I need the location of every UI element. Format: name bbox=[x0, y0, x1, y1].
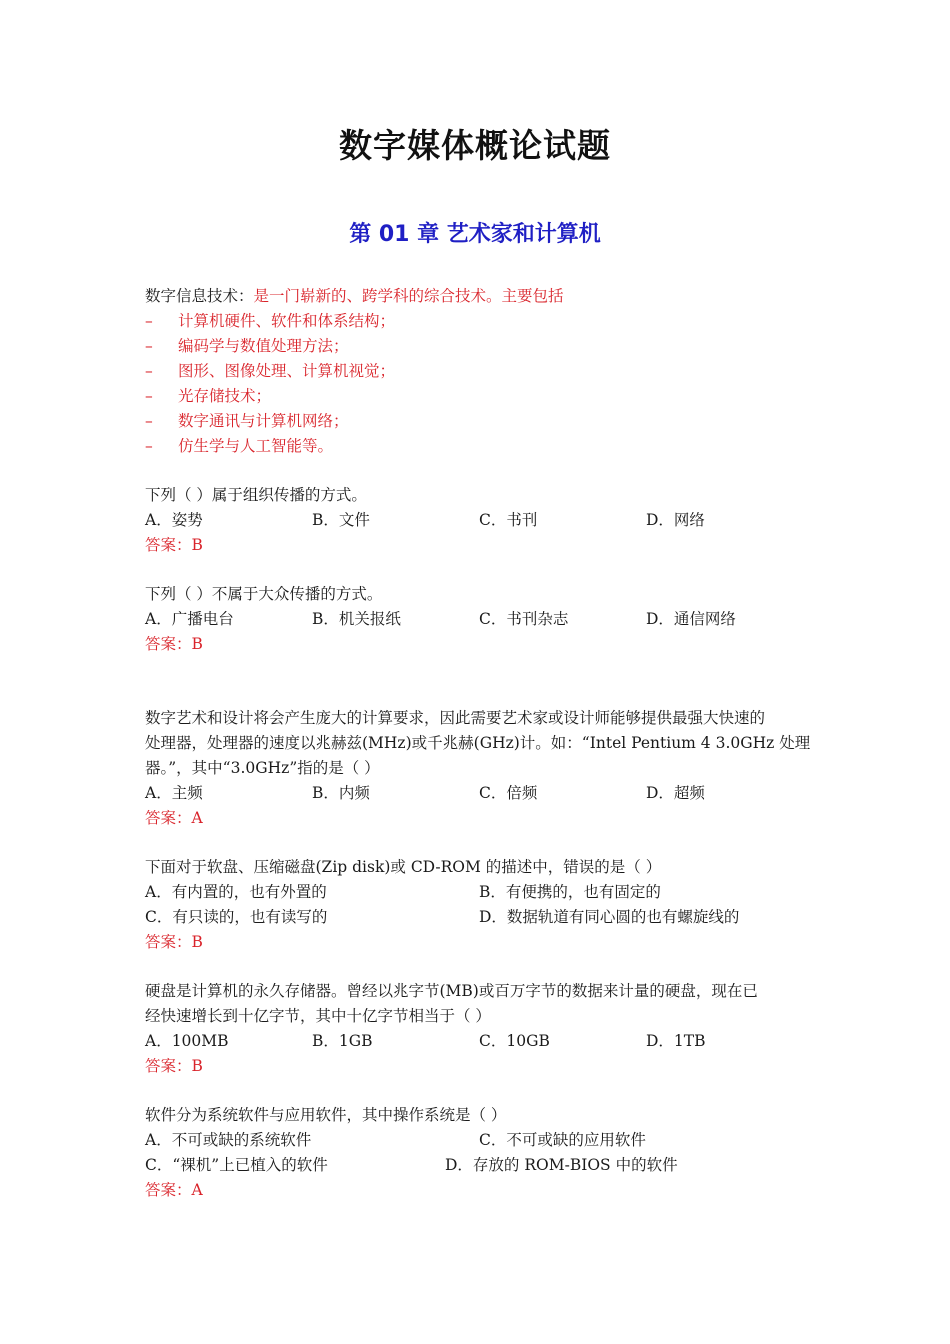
option: C．不可或缺的应用软件 bbox=[479, 1131, 646, 1149]
question-stem: 软件分为系统软件与应用软件，其中操作系统是（ ） bbox=[145, 1106, 507, 1124]
list-item bbox=[145, 384, 810, 409]
dash-icon: – bbox=[145, 412, 153, 430]
dash-icon: – bbox=[145, 437, 153, 455]
option: D．网络 bbox=[646, 511, 705, 529]
answer-value: B bbox=[191, 536, 203, 554]
option: D．超频 bbox=[646, 784, 705, 802]
answer-line bbox=[145, 1178, 810, 1203]
option: C．“裸机”上已植入的软件 bbox=[145, 1156, 328, 1174]
answer-label: 答案： bbox=[145, 1181, 192, 1199]
question-options bbox=[145, 1153, 810, 1178]
option: B．1GB bbox=[312, 1032, 373, 1050]
question-options bbox=[145, 1029, 810, 1054]
option: A．广播电台 bbox=[145, 610, 234, 628]
list-item-text: 仿生学与人工智能等。 bbox=[178, 437, 334, 455]
option: D．存放的 ROM-BIOS 中的软件 bbox=[445, 1156, 678, 1174]
intro-label: 数字信息技术： bbox=[145, 287, 254, 305]
list-item bbox=[145, 434, 810, 459]
question-stem-line: 器。”，其中“3.0GHz”指的是（ ） bbox=[145, 759, 380, 777]
answer-line bbox=[145, 806, 810, 831]
answer-label: 答案： bbox=[145, 933, 192, 951]
option: C．有只读的，也有读写的 bbox=[145, 908, 328, 926]
question-options bbox=[145, 607, 810, 632]
option: B．有便携的，也有固定的 bbox=[479, 883, 661, 901]
option: A．有内置的，也有外置的 bbox=[145, 883, 327, 901]
question-stem: 下面对于软盘、压缩磁盘(Zip disk)或 CD-ROM 的描述中，错误的是（ ） bbox=[145, 858, 662, 876]
question-options bbox=[145, 1128, 810, 1153]
list-item bbox=[145, 309, 810, 334]
answer-line bbox=[145, 930, 810, 955]
answer-line bbox=[145, 533, 810, 558]
intro-line bbox=[145, 284, 810, 309]
answer-value: B bbox=[191, 1057, 203, 1075]
question-options bbox=[145, 905, 810, 930]
list-item-text: 编码学与数值处理方法； bbox=[178, 337, 349, 355]
document-body bbox=[145, 284, 810, 1203]
answer-line bbox=[145, 1054, 810, 1079]
question-stem-line: 经快速增长到十亿字节，其中十亿字节相当于（ ） bbox=[145, 1007, 491, 1025]
question-stem: 下列（ ）不属于大众传播的方式。 bbox=[145, 585, 383, 603]
dash-icon: – bbox=[145, 337, 153, 355]
list-item-text: 图形、图像处理、计算机视觉； bbox=[178, 362, 396, 380]
list-item-text: 计算机硬件、软件和体系结构； bbox=[178, 312, 396, 330]
answer-label: 答案： bbox=[145, 635, 192, 653]
option: D．通信网络 bbox=[646, 610, 736, 628]
answer-label: 答案： bbox=[145, 809, 192, 827]
intro-text: 是一门崭新的、跨学科的综合技术。主要包括 bbox=[253, 287, 564, 305]
option: A．100MB bbox=[145, 1032, 229, 1050]
chapter-heading: 第 01 章 艺术家和计算机 bbox=[349, 222, 601, 247]
question-stem-line: 处理器，处理器的速度以兆赫兹(MHz)或千兆赫(GHz)计。如：“Intel Pentium 4 3.0GHz 处理 bbox=[145, 734, 811, 752]
option: A．姿势 bbox=[145, 511, 203, 529]
option: A．主频 bbox=[145, 784, 203, 802]
option: B．机关报纸 bbox=[312, 610, 401, 628]
answer-value: B bbox=[191, 933, 203, 951]
answer-label: 答案： bbox=[145, 1057, 192, 1075]
dash-icon: – bbox=[145, 362, 153, 380]
list-item-text: 数字通讯与计算机网络； bbox=[178, 412, 349, 430]
answer-value: B bbox=[191, 635, 203, 653]
question-stem-line: 数字艺术和设计将会产生庞大的计算要求，因此需要艺术家或设计师能够提供最强大快速的 bbox=[145, 709, 766, 727]
list-item bbox=[145, 359, 810, 384]
option: D．数据轨道有同心圆的也有螺旋线的 bbox=[479, 908, 740, 926]
dash-icon: – bbox=[145, 387, 153, 405]
option: B．内频 bbox=[312, 784, 370, 802]
question-stem-line: 硬盘是计算机的永久存储器。曾经以兆字节(MB)或百万字节的数据来计量的硬盘，现在已 bbox=[145, 982, 758, 1000]
list-item-text: 光存储技术； bbox=[178, 387, 272, 405]
question-options bbox=[145, 508, 810, 533]
option: C．10GB bbox=[479, 1032, 550, 1050]
document-title: 数字媒体概论试题 bbox=[339, 126, 611, 165]
list-item bbox=[145, 334, 810, 359]
question-stem: 下列（ ）属于组织传播的方式。 bbox=[145, 486, 367, 504]
option: D．1TB bbox=[646, 1032, 706, 1050]
option: C．书刊杂志 bbox=[479, 610, 569, 628]
answer-value: A bbox=[191, 809, 203, 827]
answer-label: 答案： bbox=[145, 536, 192, 554]
list-item bbox=[145, 409, 810, 434]
answer-value: A bbox=[191, 1181, 203, 1199]
option: C．书刊 bbox=[479, 511, 538, 529]
answer-line bbox=[145, 632, 810, 657]
dash-icon: – bbox=[145, 312, 153, 330]
question-options bbox=[145, 781, 810, 806]
option: B．文件 bbox=[312, 511, 370, 529]
option: A．不可或缺的系统软件 bbox=[145, 1131, 312, 1149]
option: C．倍频 bbox=[479, 784, 538, 802]
question-options bbox=[145, 880, 810, 905]
